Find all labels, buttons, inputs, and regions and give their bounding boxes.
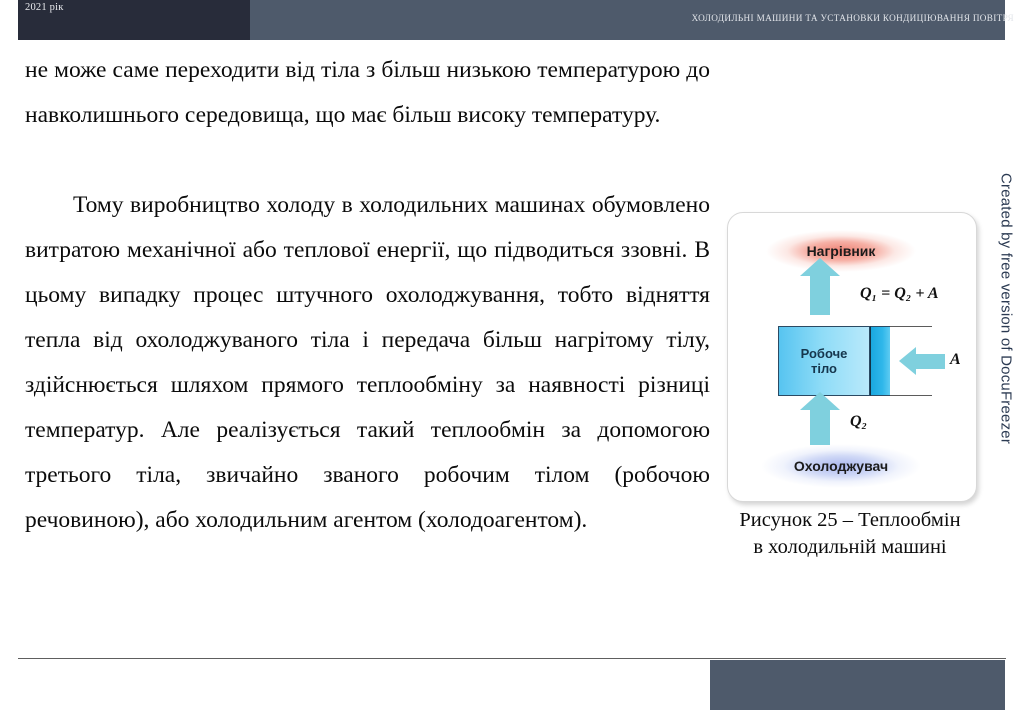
formula-q2-label: Q₂: [850, 413, 868, 430]
figure-caption-line-2: в холодильній машині: [753, 536, 947, 558]
cooler-label: Охолоджувач: [793, 458, 889, 474]
cylinder-top-line: [890, 326, 932, 327]
footer-block: [710, 660, 1005, 710]
footer-divider: [18, 658, 1006, 659]
piston-block: [870, 326, 890, 396]
heater-ellipse: [766, 230, 916, 272]
heater-label: Нагрівник: [806, 243, 876, 259]
text-column: [25, 48, 710, 543]
working-body-line-1: Робоче: [800, 346, 848, 361]
heat-in-arrow-icon: [810, 409, 830, 445]
paragraph-main: Тому виробництво холоду в холодильних машинах обумовлено витратою механічної або теплової енергії, що підводиться ззовні. В цьому випадку процес штучного охолоджування, тобто відняття тепла від охолоджуваного тіла і передача більш нагрітому тілу, здійснюється шляхом прямого теплообміну за наявності різниці температур. Але реалізується такий теплообмін за допомогою третього тіла, звичайно званого робочим тілом (робочою речовиною), або холодильним агентом (холодоагентом).: [25, 192, 710, 533]
header-year-label: 2021 рік: [25, 2, 64, 13]
cooler-ellipse: [761, 444, 921, 488]
header-title: ХОЛОДИЛЬНІ МАШИНИ ТА УСТАНОВКИ КОНДИЦІЮВАННЯ ПОВІТРЯ: [691, 13, 1014, 23]
figure-caption-line-1: Рисунок 25 – Теплообмін: [739, 509, 961, 531]
watermark: [987, 0, 1024, 724]
work-input-arrow-icon: [915, 354, 945, 369]
working-body-line-2: тіло: [810, 361, 837, 376]
working-body-box: [778, 326, 870, 396]
figure-heat-exchange: [727, 212, 977, 502]
working-body-label: [779, 346, 869, 376]
cylinder-bottom-line: [890, 395, 932, 396]
figure-frame: [727, 212, 977, 502]
formula-q1-label: [860, 285, 939, 303]
formula-a-label: A: [950, 351, 961, 368]
figure-caption: [700, 507, 1000, 561]
paragraph-continuation: не може саме переходити від тіла з більш низькою температурою до навколишнього середовища, що має більш високу температуру.: [25, 57, 710, 128]
heat-out-arrow-icon: [810, 275, 830, 315]
formula-q1-text: Q₁ = Q₂ + A: [860, 285, 939, 302]
watermark-text: Created by free version of DocuFreezer: [997, 172, 1014, 445]
